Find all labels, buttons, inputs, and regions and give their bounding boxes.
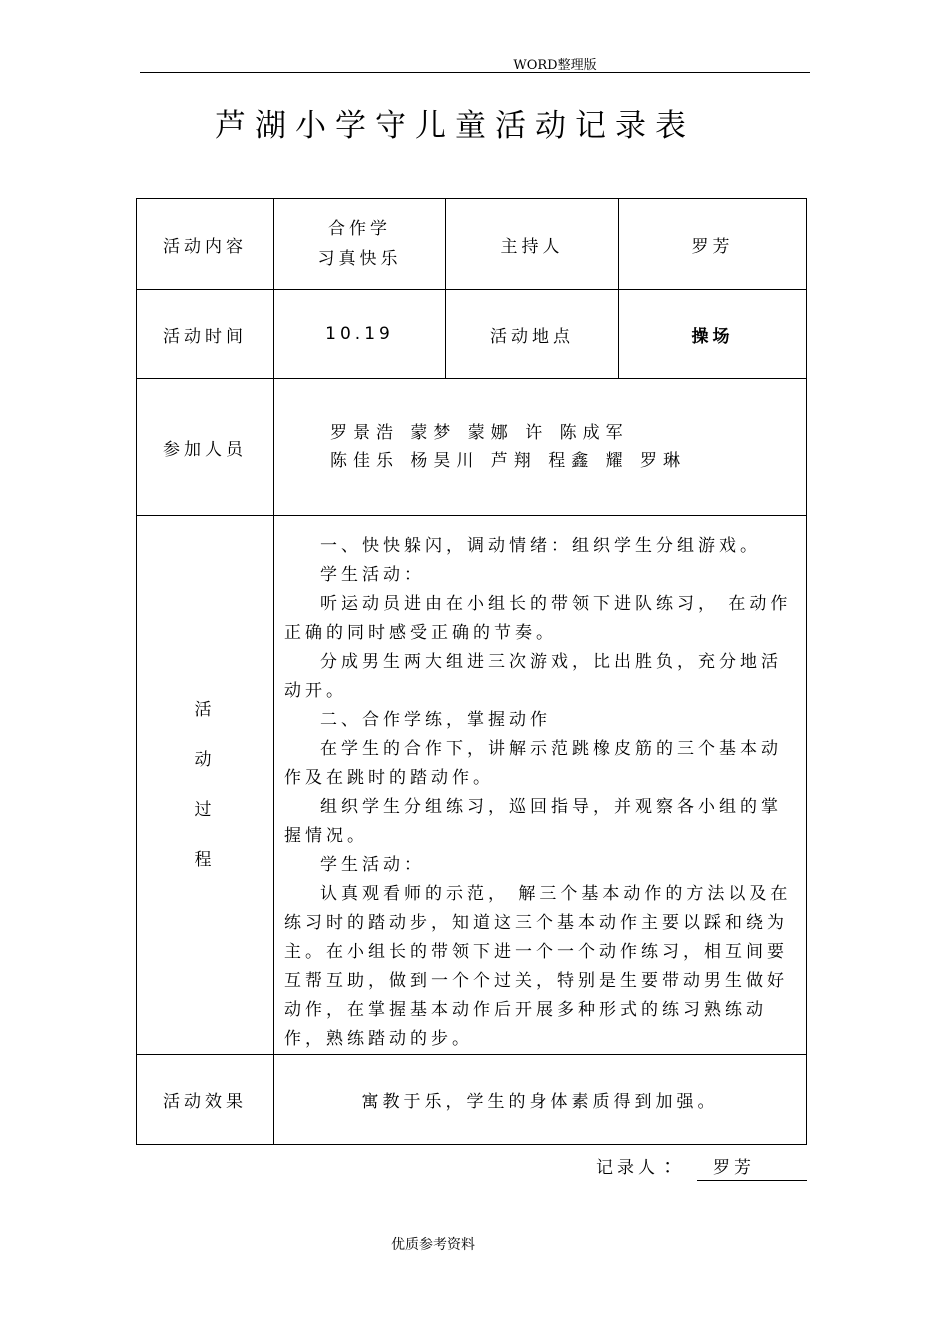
process-paragraph: 一、快快躲闪，调动情绪：组织学生分组游戏。 — [320, 536, 761, 556]
process-paragraph: 组织学生分组练习，巡回指导，并观察各小组的掌握情况。 — [284, 797, 782, 846]
activity-record-table — [136, 198, 807, 1145]
activity-content-value — [274, 199, 446, 290]
participants-value — [274, 379, 807, 516]
header-rule — [140, 72, 810, 73]
process-paragraph: 在学生的合作下，讲解示范跳橡皮筋的三个基本动作及在跳时的踏动作。 — [284, 739, 782, 788]
label-activity-result: 活动效果 — [137, 1055, 274, 1145]
process-label-char: 动 — [194, 750, 216, 770]
recorder-colon: ： — [663, 1154, 687, 1178]
activity-result-value: 寓教于乐，学生的身体素质得到加强。 — [274, 1055, 807, 1145]
process-paragraph: 学生活动： — [320, 565, 425, 585]
footer-text: 优质参考资料 — [391, 1237, 475, 1253]
recorder-underline — [697, 1180, 807, 1181]
activity-place-value: 操场 — [619, 290, 807, 379]
header-text: WORD整理版 — [513, 58, 597, 73]
row-activity-process — [137, 516, 807, 1055]
label-activity-time: 活动时间 — [137, 290, 274, 379]
label-host: 主持人 — [446, 199, 619, 290]
activity-time-value: 10.19 — [274, 290, 446, 379]
page-title: 芦湖小学守儿童活动记录表 — [215, 108, 695, 144]
label-activity-process — [137, 516, 274, 1055]
activity-content-line1: 合作学 — [328, 219, 391, 239]
participants-line1: 罗景浩 蒙梦 蒙娜 许 陈成军 — [330, 423, 629, 443]
recorder-label: 记录人 — [596, 1158, 659, 1178]
process-paragraph: 听运动员进由在小组长的带领下进队练习， 在动作正确的同时感受正确的节奏。 — [284, 594, 792, 643]
process-label-char: 活 — [194, 700, 216, 720]
recorder — [596, 1150, 755, 1179]
label-participants: 参加人员 — [137, 379, 274, 516]
row-activity-time — [137, 290, 807, 379]
process-paragraph: 分成男生两大组进三次游戏，比出胜负，充分地活动开。 — [284, 652, 782, 701]
row-participants — [137, 379, 807, 516]
row-activity-content — [137, 199, 807, 290]
process-label-char: 程 — [194, 850, 216, 870]
label-activity-content: 活动内容 — [137, 199, 274, 290]
host-value: 罗芳 — [619, 199, 807, 290]
recorder-name: 罗芳 — [713, 1158, 755, 1178]
row-activity-result — [137, 1055, 807, 1145]
process-paragraph: 学生活动： — [320, 855, 425, 875]
activity-content-line2: 习真快乐 — [317, 249, 402, 269]
activity-process-text — [274, 516, 807, 1055]
process-label-char: 过 — [194, 800, 216, 820]
process-paragraph: 认真观看师的示范， 解三个基本动作的方法以及在练习时的踏动步，知道这三个基本动作主要以踩和绕为主。在小组长的带领下进一个一个动作练习，相互间要互帮互助，做到一个个过关，特别是生要带动男生做好动作，在掌握基本动作后开展多种形式的练习熟练动作，熟练踏动的步。 — [284, 884, 792, 1049]
label-activity-place: 活动地点 — [446, 290, 619, 379]
process-paragraph: 二、合作学练，掌握动作 — [320, 710, 551, 730]
participants-line2: 陈佳乐 杨昊川 芦翔 程鑫 耀 罗琳 — [330, 451, 687, 471]
